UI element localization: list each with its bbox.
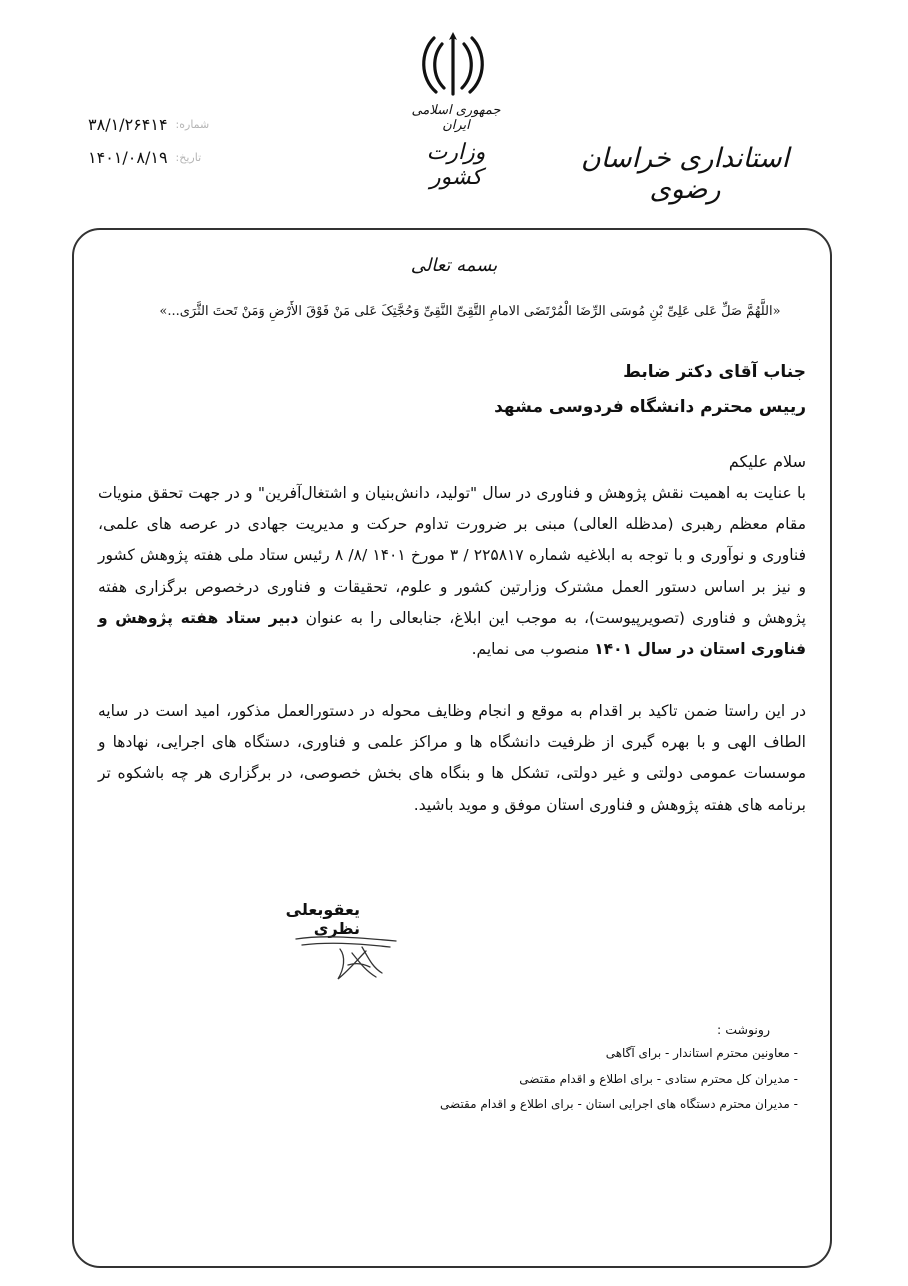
letter-date-row [88,146,278,168]
body-paragraph-1 [98,478,806,665]
letter-number-label: شماره: [175,117,210,131]
paragraph-1-text: با عنایت به اهمیت نقش پژوهش و فناوری در سال "تولید، دانش‌بنیان و اشتغال‌آفرین" و در جهت تحقق منویات مقام معظم رهبری (مدظله العالی) مبنی بر ضرورت تداوم حرکت و مدیریت جهادی در عرصه های علمی، فناوری و نوآوری و با توجه به ابلاغیه شماره ۲۲۵۸۱۷ / ۳ مورخ ۱۴۰۱ /۸/ ۸ رئیس ستاد ملی هفته پژوهش کشور و نیز بر اساس دستور العمل مشترک وزارتین کشور و علوم، تحقیقات و فناوری درخصوص برگزاری هفته پژوهش و فناوری (تصویرپیوست)، به موجب این ابلاغ، جنابعالی را به عنوان [98,484,807,627]
letter-date: ۱۴۰۱/۰۸/۱۹ [88,147,168,167]
signatory-name: یعقوبعلی نظری [285,900,360,938]
ministry-name: وزارت کشور [426,140,486,190]
handwritten-signature [292,925,402,983]
besmellah-heading: بسمه تعالی [410,255,498,276]
cc-item: - مدیران محترم دستگاه های اجرایی استان - برای اطلاع و اقدام مقتضی [440,1097,798,1111]
appointment-title: دبیر ستاد هفته پژوهش و فناوری استان در سال ۱۴۰۱ [98,608,806,659]
letter-date-label: تاریخ: [175,150,202,164]
cc-heading: رونوشت : [717,1022,770,1037]
body-paragraph-2 [98,696,806,821]
recipient-name: جناب آقای دکتر ضابط [623,362,806,382]
cc-item: - معاونین محترم استاندار - برای آگاهی [605,1046,798,1060]
recipient-title: رییس محترم دانشگاه فردوسی مشهد [494,397,806,417]
greeting: سلام علیکم [728,452,806,471]
province-governorate: استانداری خراسان رضوی [580,143,790,205]
letter-number: ۳۸/۱/۲۶۴۱۴ [88,114,168,134]
paragraph-2-text: در این راستا ضمن تاکید بر اقدام به موقع و انجام وظایف محوله در دستورالعمل مذکور، امید است در سایه الطاف الهی و با بهره گیری از ظرفیت دانشگاه ها و مراکز علمی و فناوری، دستگاه های اجرایی، نهادها و موسسات عمومی دولتی و غیر دولتی، تشکل ها و بنگاه های بخش خصوصی، در برگزاری هر چه باشکوه تر برنامه های هفته پژوهش و فناوری استان موفق و موید باشید. [98,702,806,814]
cc-item: - مدیران کل محترم ستادی - برای اطلاع و اقدام مقتضی [519,1072,798,1086]
letter-number-row [88,113,278,135]
iran-emblem-icon [418,30,488,100]
paragraph-1-end: منصوب می نمایم. [471,640,590,659]
republic-name: جمهوری اسلامی ایران [411,103,501,133]
salawat-line: «اللَّهُمَّ صَلِّ عَلی عَلِیِّ بْنِ مُوسَی الرِّضَا الْمُرْتَضَی الامامِ التَّقِیِّ النَّقِیِّ وَحُجَّتِکَ عَلی مَنْ فَوْقَ الأَرْضِ وَمَنْ تَحتَ الثَّرَی...» [159,304,781,319]
